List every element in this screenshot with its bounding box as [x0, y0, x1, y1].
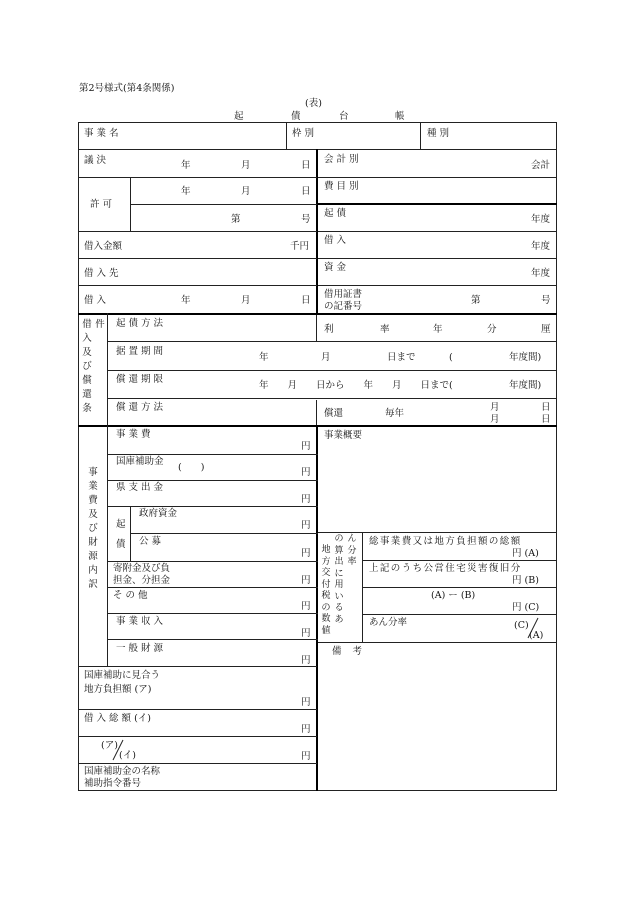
- kariire-date-label: 借 入: [84, 295, 107, 306]
- kokko-yen: 円: [301, 467, 311, 478]
- title-char-2: 債: [291, 111, 301, 122]
- ritsu-nen: 年: [433, 324, 443, 335]
- anbun-ratio-c: (C): [514, 620, 529, 631]
- himokubetsu-label: 費 目 別: [324, 181, 359, 192]
- ritsu-rin: 厘: [541, 324, 551, 335]
- sonota-label: そ の 他: [113, 590, 148, 601]
- biko-label: 備 考: [332, 646, 367, 657]
- seifu-yen: 円: [301, 520, 311, 531]
- anbun-ritsu-label: あん分率: [369, 617, 408, 628]
- ritsu-label: 率: [380, 324, 390, 335]
- anbun-ratio-a: (A): [529, 630, 544, 641]
- shokan-label: 償還: [324, 408, 344, 419]
- gaiyo-label: 事業概要: [324, 430, 363, 441]
- ken-yen: 円: [301, 494, 311, 505]
- anbun-row2-label: 上記のうち公営住宅災害復旧分: [369, 563, 522, 574]
- maitoshi-label: 毎年: [385, 408, 405, 419]
- sueoki-gatsu: 月: [321, 352, 331, 363]
- shosho-go: 号: [541, 295, 551, 306]
- ippan-yen: 円: [301, 655, 311, 666]
- kokko-paren: ( ): [178, 462, 205, 473]
- hojo-label-2: 地方負担額 (ア): [84, 684, 152, 695]
- seifu-label: 政府資金: [139, 508, 178, 519]
- kariire-gatsu: 月: [241, 295, 251, 306]
- shokan-kigen-label: 償 還 期 限: [116, 374, 164, 385]
- kariire-nichi: 日: [301, 295, 311, 306]
- ratio-yen: 円: [301, 751, 311, 762]
- jigyomei-label: 事 業 名: [84, 128, 119, 139]
- meisho-label-2: 補助指令番号: [84, 778, 142, 789]
- shokan-tsuki-2: 月: [490, 414, 500, 425]
- shokan-hoho-label: 償 還 方 法: [116, 402, 164, 413]
- kobo-label: 公 募: [139, 536, 162, 547]
- side-label: (表): [305, 98, 322, 109]
- joken-side-label-col2: 件: [95, 319, 105, 330]
- ratio-numerator: (ア): [101, 740, 118, 751]
- shikin-nendo: 年度: [531, 268, 551, 279]
- kariire-nen: 年: [181, 295, 191, 306]
- kisai-side-1: 起: [116, 519, 126, 530]
- kyoka-go: 号: [301, 214, 311, 225]
- form-number: 第2号様式(第4条関係): [79, 83, 175, 94]
- kaikei-unit: 会計: [531, 160, 551, 171]
- shokan-hi-2: 日: [541, 414, 551, 425]
- jigyohi-label: 事 業 費: [116, 429, 151, 440]
- shokan-nendo-kan: 年度間): [509, 380, 542, 391]
- kifu-label-2: 担金、分担金: [113, 575, 171, 586]
- shokan-tsuki-1: 月: [490, 402, 500, 413]
- gian-nichi: 日: [301, 160, 311, 171]
- sueoki-made: 日まで: [387, 352, 416, 363]
- kariire-right-label: 借 入: [324, 235, 347, 246]
- anbun-row2-unit: 円 (B): [512, 575, 539, 586]
- kyoka-gatsu: 月: [241, 186, 251, 197]
- kyoka-nen: 年: [181, 186, 191, 197]
- hojo-yen: 円: [301, 697, 311, 708]
- waku-label: 枠 別: [292, 128, 315, 139]
- ken-label: 県 支 出 金: [116, 482, 164, 493]
- shubetsu-label: 種 別: [427, 128, 450, 139]
- title-char-3: 台: [339, 111, 349, 122]
- shunyu-yen: 円: [301, 628, 311, 639]
- shokan-kigen-line: 年 月 日から 年 月 日まで(: [259, 380, 453, 391]
- ippan-label: 一 般 財 源: [116, 643, 164, 654]
- sueoki-nen: 年: [259, 352, 269, 363]
- kariire-saki-label: 借 入 先: [84, 268, 119, 279]
- kobo-yen: 円: [301, 548, 311, 559]
- kaikeibetsu-label: 会 計 別: [324, 154, 359, 165]
- anbun-row1-label: 総事業費又は地方負担額の総額: [369, 536, 522, 547]
- title-char-1: 起: [234, 111, 244, 122]
- shikin-label: 資 金: [324, 262, 347, 273]
- ritsu-bu: 分: [487, 324, 497, 335]
- sogaku-yen: 円: [301, 724, 311, 735]
- meisho-label-1: 国庫補助金の名称: [84, 766, 161, 777]
- gian-label: 議 決: [84, 155, 107, 166]
- kisai-nendo: 年度: [531, 214, 551, 225]
- sueoki-nendo-kan: 年度間): [509, 352, 542, 363]
- gian-nen: 年: [181, 160, 191, 171]
- sonota-yen: 円: [301, 601, 311, 612]
- kyoka-dai: 第: [231, 214, 241, 225]
- ri-label: 利: [324, 324, 334, 335]
- shosho-label-2: の記番号: [324, 301, 363, 312]
- kyoka-label: 許 可: [90, 199, 113, 210]
- senen-unit: 千円: [290, 241, 310, 252]
- shokan-hi-1: 日: [541, 402, 551, 413]
- title-char-4: 帳: [395, 111, 405, 122]
- hojo-label-1: 国庫補助に見合う: [84, 670, 161, 681]
- kariire-kingaku-label: 借入金額: [84, 241, 123, 252]
- anbun-row1-unit: 円 (A): [512, 548, 539, 559]
- joken-side-label-col1: 借 入 及 び 償 還 条: [82, 319, 92, 414]
- anbun-row3-label: (A) ー (B): [431, 590, 476, 601]
- kisai-label: 起 債: [324, 208, 347, 219]
- kisai-hoho-label: 起 債 方 法: [116, 318, 164, 329]
- kisai-side-2: 債: [116, 539, 126, 550]
- gian-gatsu: 月: [241, 160, 251, 171]
- shunyu-label: 事 業 収 入: [116, 616, 164, 627]
- ratio-denominator: (イ): [119, 750, 136, 761]
- sogaku-label: 借 入 総 額 (イ): [84, 713, 151, 724]
- kifu-label-1: 寄附金及び負: [113, 563, 171, 574]
- shosho-dai: 第: [471, 295, 481, 306]
- anbun-row3-unit: 円 (C): [512, 602, 540, 613]
- sueoki-label: 据 置 期 間: [116, 346, 164, 357]
- kokko-label: 国庫補助金: [116, 456, 164, 467]
- naiyaku-side-label: 事 業 費 及 び 財 源 内 訳: [88, 467, 98, 590]
- sueoki-paren: (: [449, 352, 453, 363]
- shosho-label-1: 借用証書: [324, 289, 363, 300]
- jigyohi-yen: 円: [301, 441, 311, 452]
- kifu-yen: 円: [301, 575, 311, 586]
- kyoka-nichi: 日: [301, 186, 311, 197]
- kariire-nendo: 年度: [531, 241, 551, 252]
